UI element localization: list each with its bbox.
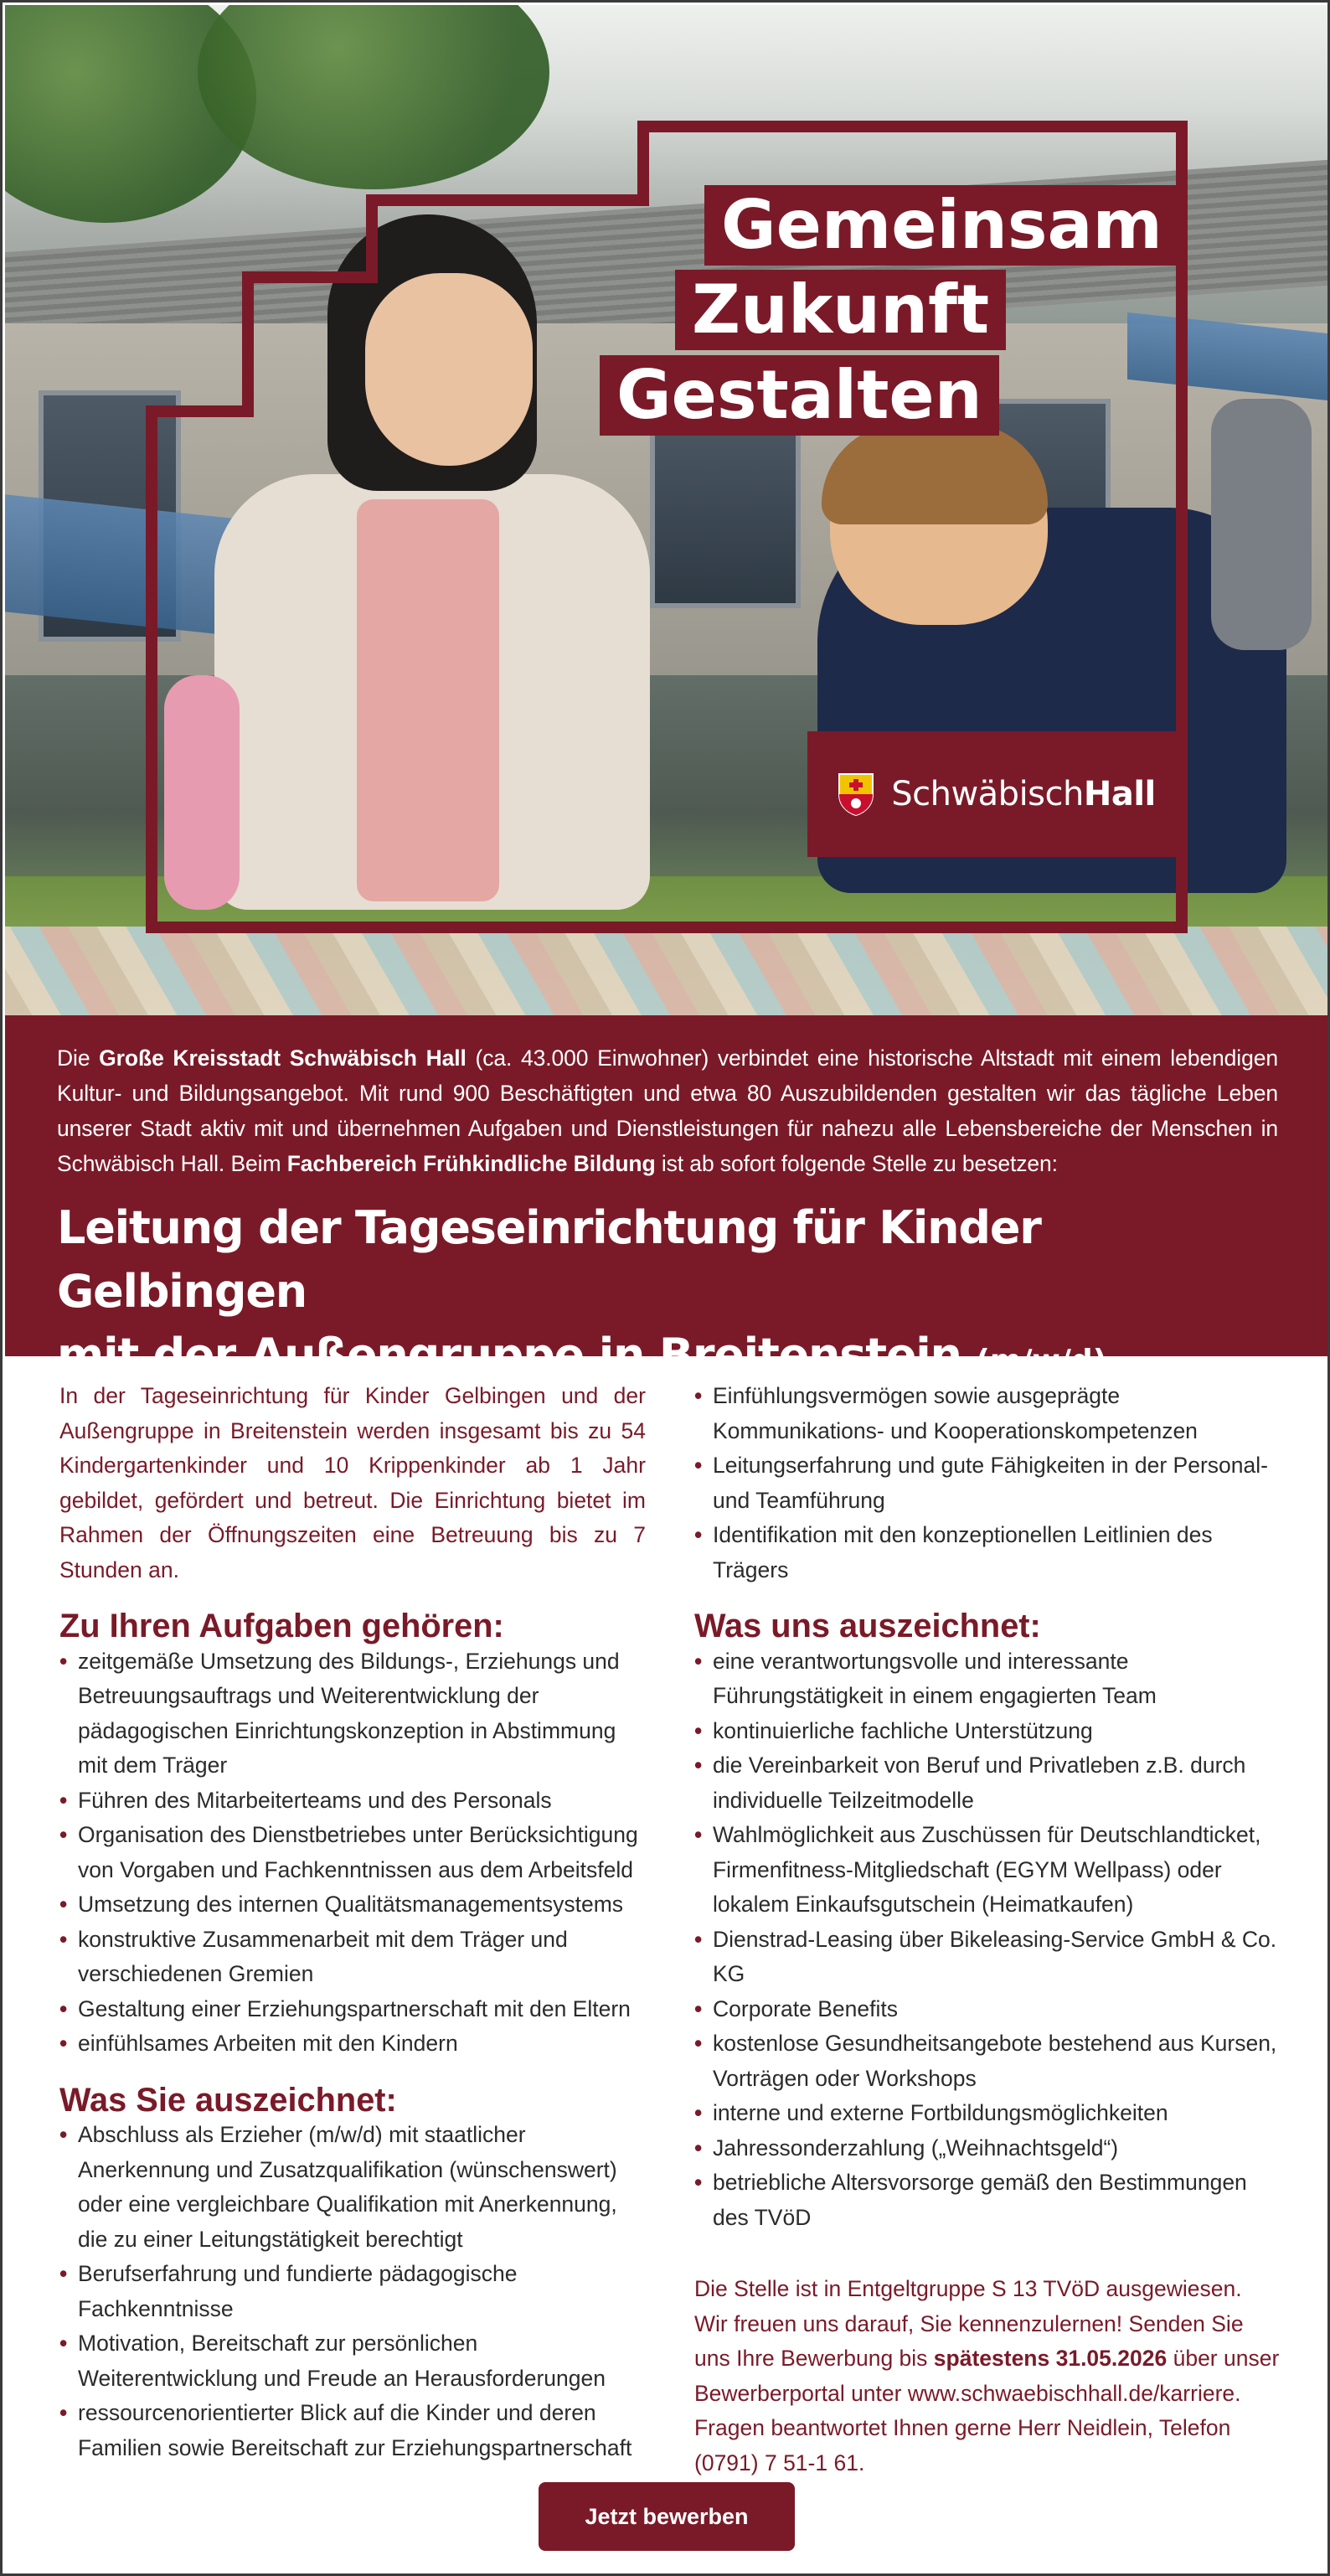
city-logo-text <box>891 775 1156 813</box>
left-column <box>59 1379 646 2465</box>
list-item: • Abschluss als Erzieher (m/w/d) mit staatlicher Anerkennung und Zusatzqualifikation (wünschenswert) oder eine vergleichbare Qualifikation mit Anerkennung, die zu einer Leitungstätigkeit berechtigt <box>59 2118 646 2257</box>
list-item: • betriebliche Altersvorsorge gemäß den Bestimmungen des TVöD <box>694 2166 1281 2235</box>
list-item: • Berufserfahrung und fundierte pädagogische Fachkenntnisse <box>59 2257 646 2326</box>
intro-band <box>5 1015 1330 1381</box>
list-item: • interne und externe Fortbildungsmöglichkeiten <box>694 2096 1281 2131</box>
job-title-line-2: mit der Außengruppe in Breitenstein <box>57 1329 961 1381</box>
hero-photo <box>5 5 1330 1015</box>
logo-text-bold: Hall <box>1083 775 1156 813</box>
city-crest-icon <box>838 772 874 816</box>
intro-text-part: Die <box>57 1045 100 1071</box>
list-item: • Identifikation mit den konzeptionellen Leitlinien des Trägers <box>694 1518 1281 1587</box>
city-logo <box>807 731 1186 857</box>
list-item: • Wahlmöglichkeit aus Zuschüssen für Deutschlandticket, Firmenfitness-Mitgliedschaft (EGYM Wellpass) oder lokalem Einkaufsgutschein (Heimatkaufen) <box>694 1818 1281 1923</box>
list-item: • Führen des Mitarbeiterteams und des Personals <box>59 1784 646 1819</box>
profile-list-continued <box>694 1379 1281 1587</box>
list-item: • Organisation des Dienstbetriebes unter Berücksichtigung von Vorgaben und Fachkenntnissen aus dem Arbeitsfeld <box>59 1818 646 1887</box>
application-deadline: spätestens 31.05.2026 <box>933 2346 1168 2371</box>
intro-text <box>57 1040 1278 1181</box>
job-title-suffix: (m/w/d) <box>976 1344 1107 1378</box>
closing-text-part: Die Stelle ist in Entgeltgruppe S 13 TVöD ausgewiesen. Wir freuen uns darauf, Sie kennenzulernen! Senden Sie uns Ihre Bewerbung bis <box>694 2276 1244 2371</box>
list-item: • Jahressonderzahlung („Weihnachtsgeld“) <box>694 2131 1281 2166</box>
profile-heading: Was Sie auszeichnet: <box>59 2081 397 2119</box>
list-item: • kostenlose Gesundheitsangebote bestehend aus Kursen, Vorträgen oder Workshops <box>694 2026 1281 2096</box>
profile-list <box>59 2118 646 2465</box>
headline-line-2: Zukunft <box>675 270 1006 350</box>
tasks-heading: Zu Ihren Aufgaben gehören: <box>59 1608 504 1644</box>
headline-line-1: Gemeinsam <box>704 185 1179 266</box>
list-item: • Gestaltung einer Erziehungspartnerschaft mit den Eltern <box>59 1992 646 2027</box>
list-item: • zeitgemäße Umsetzung des Bildungs-, Erziehungs und Betreuungsauftrags und Weiterentwicklung der pädagogischen Einrichtungskonzeption in Abstimmung mit dem Träger <box>59 1644 646 1784</box>
list-item: • Motivation, Bereitschaft zur persönlichen Weiterentwicklung und Freude an Herausforderungen <box>59 2326 646 2396</box>
list-item: • Corporate Benefits <box>694 1992 1281 2027</box>
list-item: • ressourcenorientierter Blick auf die Kinder und deren Familien sowie Bereitschaft zur Erziehungspartnerschaft <box>59 2396 646 2465</box>
list-item: • Leitungserfahrung und gute Fähigkeiten in der Personal- und Teamführung <box>694 1448 1281 1518</box>
list-item: • Umsetzung des internen Qualitätsmanagementsystems <box>59 1887 646 1923</box>
intro-text-part: ist ab sofort folgende Stelle zu besetzen: <box>655 1151 1058 1176</box>
list-item: • konstruktive Zusammenarbeit mit dem Träger und verschiedenen Gremien <box>59 1923 646 1992</box>
apply-button[interactable]: Jetzt bewerben <box>539 2482 795 2551</box>
list-item: • die Vereinbarkeit von Beruf und Privatleben z.B. durch individuelle Teilzeitmodelle <box>694 1748 1281 1818</box>
intro-text-part: (ca. 43.000 Einwohner) verbindet eine historische Altstadt mit einem lebendigen Kultur- und Bildungsangebot. Mit rund 900 Beschäftigten und etwa 80 Auszubildenden gestalten wir das tägliche Leben unserer Stadt aktiv mit und übernehmen Aufgaben und Dienstleistungen für nahezu alle Lebensbereiche der Menschen in Schwäbisch Hall. Beim <box>57 1045 1278 1176</box>
headline-line-3: Gestalten <box>600 355 999 436</box>
list-item: • Dienstrad-Leasing über Bikeleasing-Service GmbH & Co. KG <box>694 1923 1281 1992</box>
logo-text-regular: Schwäbisch <box>891 775 1084 813</box>
benefits-list <box>694 1644 1281 2236</box>
job-title-line-1: Leitung der Tageseinrichtung für Kinder Gelbingen <box>57 1201 1041 1318</box>
list-item: • kontinuierliche fachliche Unterstützung <box>694 1714 1281 1749</box>
closing-text <box>694 2272 1281 2480</box>
list-item: • Einfühlungsvermögen sowie ausgeprägte Kommunikations- und Kooperationskompetenzen <box>694 1379 1281 1448</box>
list-item: • einfühlsames Arbeiten mit den Kindern <box>59 2026 646 2062</box>
list-item: • eine verantwortungsvolle und interessante Führungstätigkeit in einem engagierten Team <box>694 1644 1281 1714</box>
department-name: Fachbereich Frühkindliche Bildung <box>286 1151 656 1176</box>
facility-description: In der Tageseinrichtung für Kinder Gelbingen und der Außengruppe in Breitenstein werden insgesamt bis zu 54 Kindergartenkinder und 10 Krippenkinder ab 1 Jahr gebildet, gefördert und betreut. Die Einrichtung bietet im Rahmen der Öffnungszeiten eine Betreuung bis zu 7 Stunden an. <box>59 1383 646 1582</box>
closing-text-part: über unser Bewerberportal unter www.schwaebischhall.de/karriere. Fragen beantwortet Ihnen gerne Herr Neidlein, Telefon (0791) 7 51-1 61. <box>694 2346 1280 2475</box>
employer-name: Große Kreisstadt Schwäbisch Hall <box>99 1045 467 1071</box>
benefits-heading: Was uns auszeichnet: <box>694 1608 1041 1644</box>
job-title <box>57 1196 1278 1393</box>
tasks-list <box>59 1644 646 2062</box>
right-column <box>694 1379 1281 2480</box>
